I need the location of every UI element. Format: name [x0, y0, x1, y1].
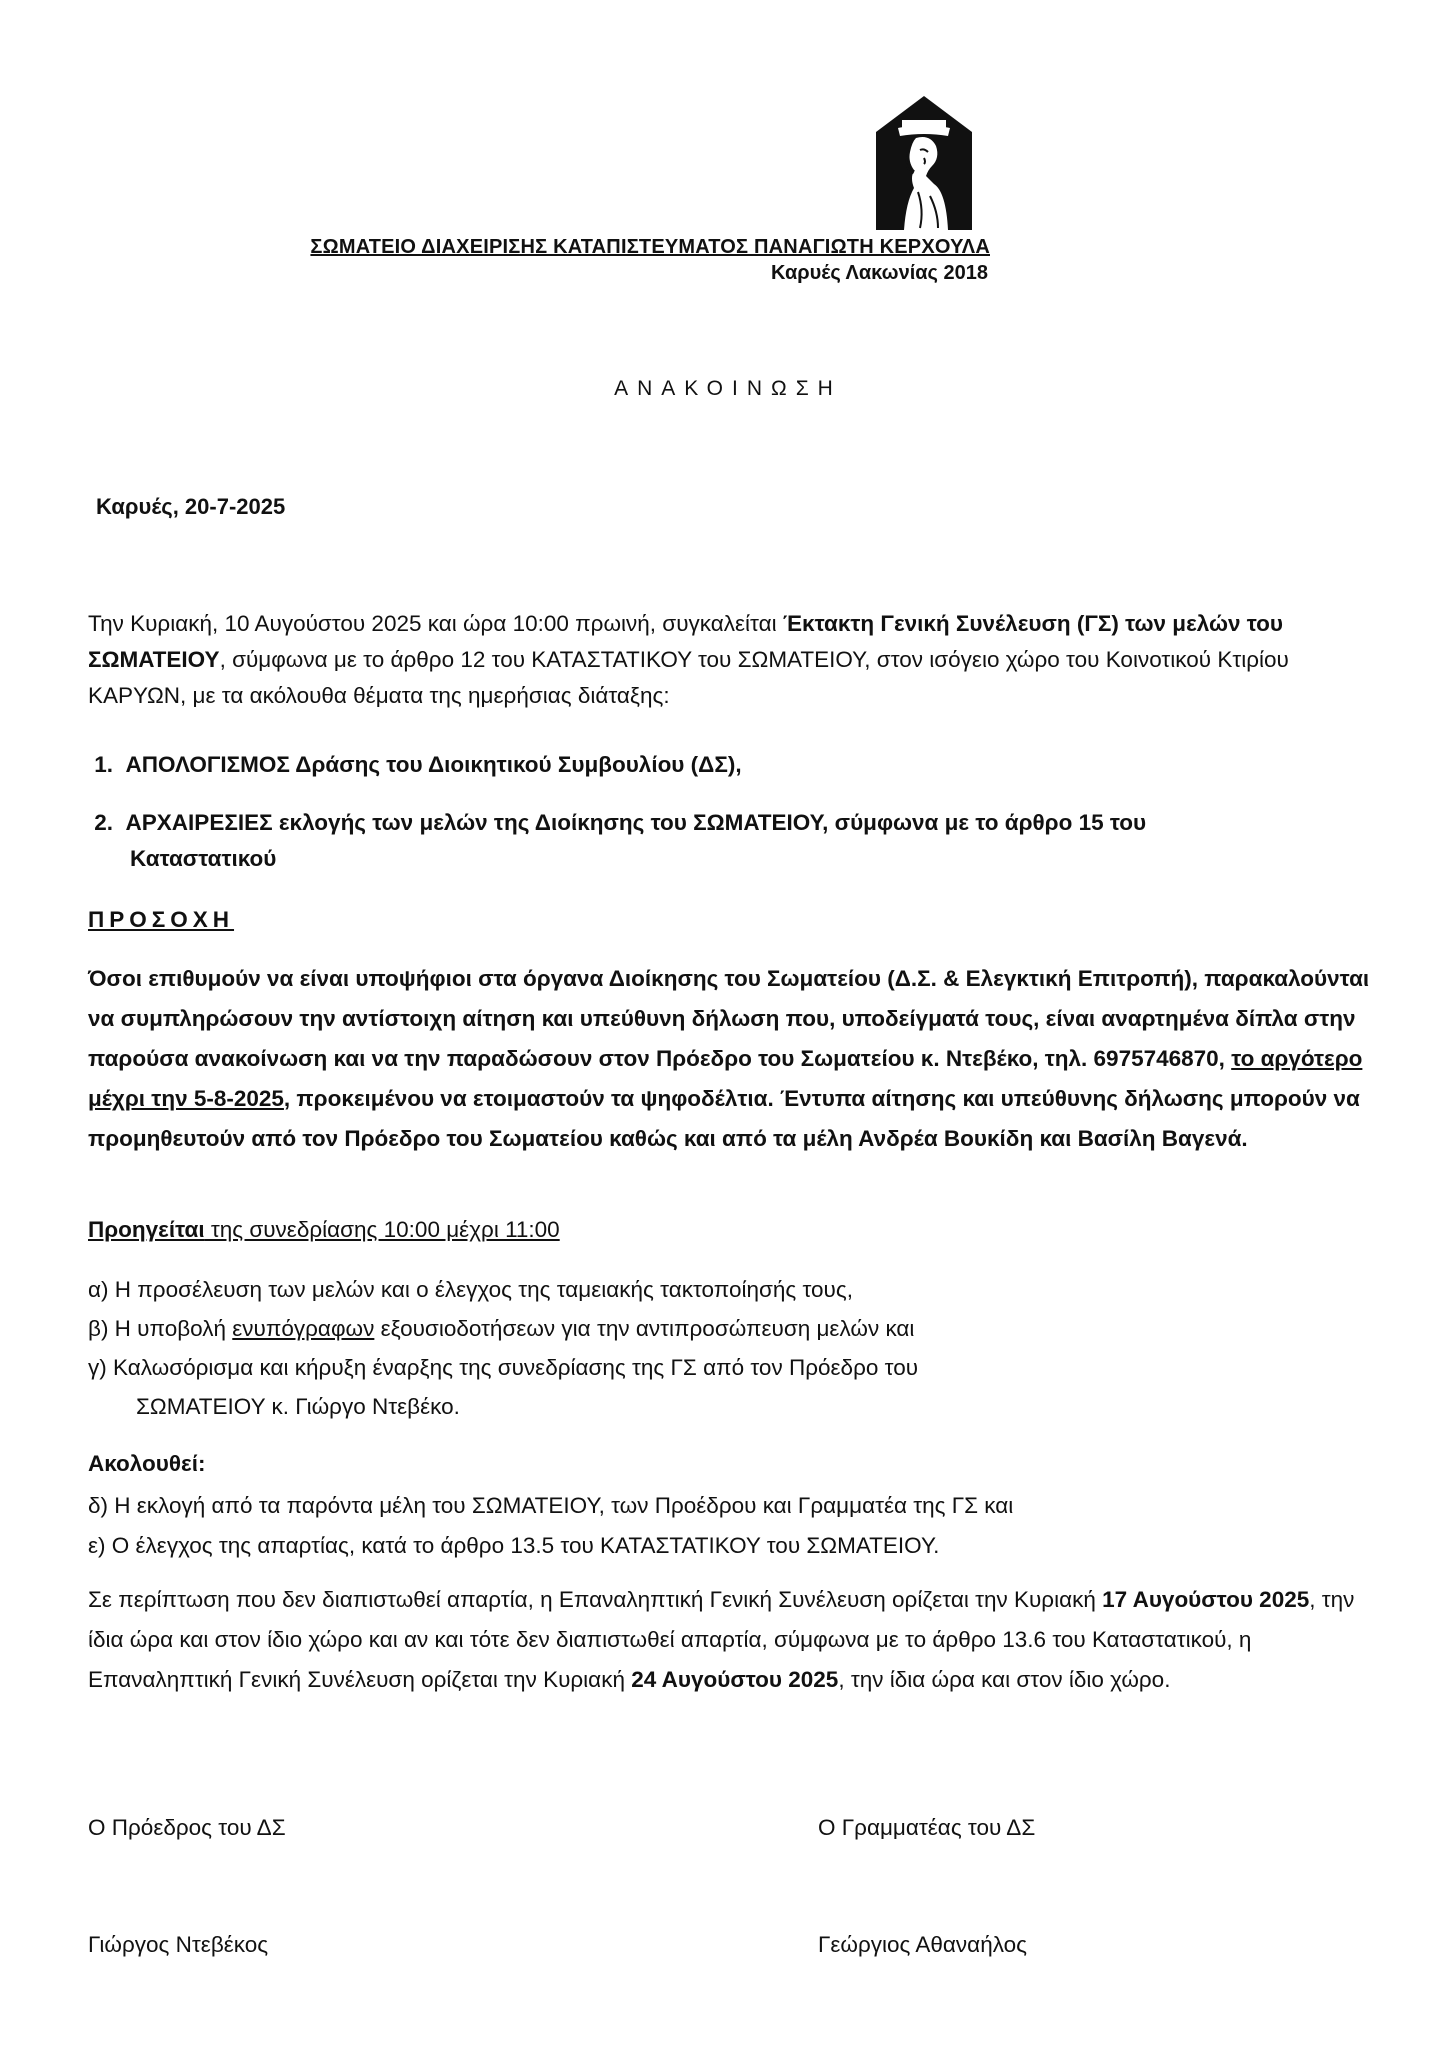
agenda-item-1-number: 1. — [94, 752, 114, 777]
intro-bold-assembly: Έκτακτη Γενική Συνέλευση (ΓΣ) των μελών του ΣΩΜΑΤΕΙΟΥ — [88, 611, 1284, 672]
quorum-text-1: Σε περίπτωση που δεν διαπιστωθεί απαρτία, η Επαναληπτική Γενική Συνέλευση ορίζεται την Κυριακή — [88, 1587, 1103, 1612]
notice-text-1: Όσοι επιθυμούν να είναι υποψήφιοι στα όργανα Διοίκησης του Σωματείου (Δ.Σ. & Ελεγκτική Επιτροπή), παρακαλούνται να συμπληρώσουν την αντίστοιχη αίτηση και υπεύθυνη δήλωση που, υποδείγματά τους, είναι αναρτημένα δίπλα στην παρούσα ανακοίνωση και να την παραδώσουν στον Πρόεδρο του Σωματείου κ. Ντεβέκο, τηλ. 6975746870, — [88, 966, 1370, 1071]
secretary-name: Γεώργιος Αθαναήλος — [818, 1932, 1027, 1957]
precedes-keyword: Προηγείται — [88, 1217, 205, 1242]
quorum-date-2: 24 Αυγούστου 2025 — [631, 1667, 839, 1692]
organization-name: ΣΩΜΑΤΕΙΟ ΔΙΑΧΕΙΡΙΣΗΣ ΚΑΤΑΠΙΣΤΕΥΜΑΤΟΣ ΠΑΝΑΓΙΩΤΗ ΚΕΡΧΟΥΛΑ — [310, 236, 990, 258]
quorum-date-1: 17 Αυγούστου 2025 — [1102, 1587, 1310, 1612]
following-items — [88, 1486, 1373, 1566]
preliminary-items — [88, 1270, 1373, 1426]
precedes-time: της συνεδρίασης 10:00 μέχρι 11:00 — [204, 1217, 560, 1242]
president-role: Ο Πρόεδρος του ΔΣ — [88, 1815, 286, 1840]
quorum-text-2: , την ίδια ώρα και στον ίδιο χώρο και αν και τότε δεν διαπιστωθεί απαρτία, σύμφωνα με το άρθρο 13.6 του Καταστατικού, η Επαναληπτική Γενική Συνέλευση ορίζεται την Κυριακή — [88, 1587, 1355, 1692]
secretary-role: Ο Γραμματέας του ΔΣ — [818, 1815, 1036, 1840]
agenda-item-1-text: Δράσης του Διοικητικού Συμβουλίου (ΔΣ), — [289, 752, 742, 777]
intro-paragraph — [88, 606, 1373, 714]
president-name: Γιώργος Ντεβέκος — [88, 1932, 269, 1957]
agenda-item-1 — [88, 747, 1373, 783]
item-e: ε) Ο έλεγχος της απαρτίας, κατά το άρθρο 13.5 του ΚΑΤΑΣΤΑΤΙΚΟΥ του ΣΩΜΑΤΕΙΟΥ. — [88, 1533, 940, 1558]
agenda-item-2-text: εκλογής των μελών της Διοίκησης του ΣΩΜΑΤΕΙΟΥ, σύμφωνα με το άρθρο 15 του — [272, 810, 1147, 835]
item-b-text-1: β) Η υποβολή — [88, 1316, 233, 1341]
intro-text-1: Την Κυριακή, 10 Αυγούστου 2025 και ώρα 10:00 πρωινή, συγκαλείται — [88, 611, 783, 636]
agenda-item-2-number: 2. — [94, 810, 114, 835]
item-a: α) Η προσέλευση των μελών και ο έλεγχος της ταμειακής τακτοποίησής τους, — [88, 1277, 853, 1302]
agenda-item-2-keyword: ΑΡΧΑΙΡΕΣΙΕΣ — [125, 810, 273, 835]
organization-place-year: Καρυές Λακωνίας 2018 — [771, 262, 988, 284]
agenda-item-1-keyword: ΑΠΟΛΟΓΙΣΜΟΣ — [125, 752, 290, 777]
quorum-text-3: , την ίδια ώρα και στον ίδιο χώρο. — [838, 1667, 1171, 1692]
agenda-item-2 — [88, 805, 1373, 877]
caryatid-logo-icon — [868, 92, 980, 232]
follows-heading: Ακολουθεί: — [88, 1451, 206, 1476]
item-b-underlined: ενυπόγραφων — [232, 1316, 375, 1341]
precedes-line — [88, 1212, 1373, 1248]
item-c-continuation: ΣΩΜΑΤΕΙΟΥ κ. Γιώργο Ντεβέκο. — [136, 1394, 460, 1419]
intro-text-2: , σύμφωνα με το άρθρο 12 του ΚΑΤΑΣΤΑΤΙΚΟΥ του ΣΩΜΑΤΕΙΟΥ, στον ισόγειο χώρο του Κοινοτικού Κτιρίου ΚΑΡΥΩΝ, με τα ακόλουθα θέματα της ημερήσιας διάταξης: — [88, 647, 1289, 708]
quorum-paragraph — [88, 1580, 1373, 1700]
agenda-item-2-continuation: Καταστατικού — [130, 846, 277, 871]
item-b-text-2: εξουσιοδοτήσεων για την αντιπροσώπευση μελών και — [374, 1316, 915, 1341]
item-b — [88, 1309, 1373, 1348]
item-d: δ) Η εκλογή από τα παρόντα μέλη του ΣΩΜΑΤΕΙΟΥ, των Προέδρου και Γραμματέα της ΓΣ και — [88, 1493, 1014, 1518]
notice-deadline: το αργότερο μέχρι την 5-8-2025 — [88, 1046, 1363, 1111]
document-title: ΑΝΑΚΟΙΝΩΣΗ — [614, 377, 842, 400]
candidacy-notice — [88, 959, 1373, 1159]
attention-heading: ΠΡΟΣΟΧΗ — [88, 907, 235, 932]
notice-text-2: , προκειμένου να ετοιμαστούν τα ψηφοδέλτια. Έντυπα αίτησης και υπεύθυνης δήλωσης μπορούν να προμηθευτούν από τον Πρόεδρο του Σωματείου καθώς και από τα μέλη Ανδρέα Βουκίδη και Βασίλη Βαγενά. — [88, 1086, 1360, 1151]
item-c: γ) Καλωσόρισμα και κήρυξη έναρξης της συνεδρίασης της ΓΣ από τον Πρόεδρο του — [88, 1355, 919, 1380]
document-date: Καρυές, 20-7-2025 — [96, 494, 286, 519]
